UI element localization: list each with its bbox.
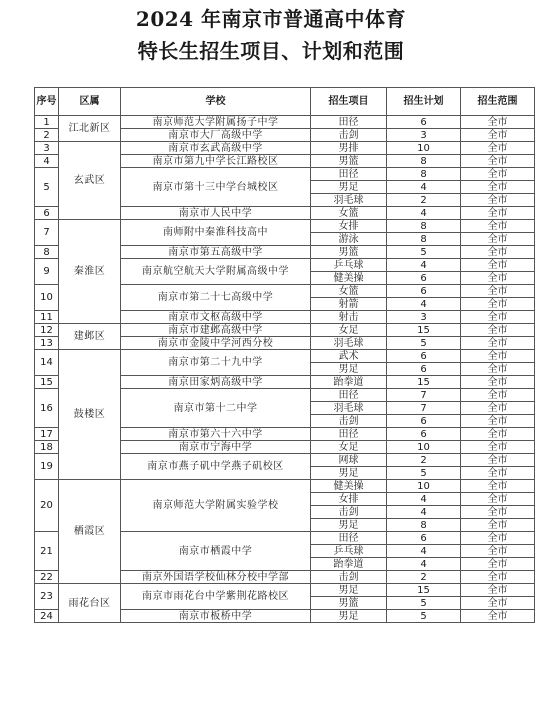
table-row [35, 584, 535, 597]
cell-project: 男足 [311, 467, 387, 480]
cell-school: 南京师范大学附属实验学校 [121, 480, 311, 532]
cell-school: 南京市第十三中学台城校区 [121, 168, 311, 207]
cell-plan: 6 [387, 285, 461, 298]
cell-plan: 5 [387, 597, 461, 610]
cell-plan: 2 [387, 571, 461, 584]
cell-scope: 全市 [461, 233, 535, 246]
cell-project: 男足 [311, 584, 387, 597]
cell-project: 游泳 [311, 233, 387, 246]
cell-index: 16 [35, 389, 59, 428]
cell-scope: 全市 [461, 220, 535, 233]
cell-index: 14 [35, 350, 59, 376]
cell-index: 5 [35, 168, 59, 207]
cell-project: 女足 [311, 441, 387, 454]
table-header-row [35, 88, 535, 116]
table-body [35, 116, 535, 623]
cell-project: 跆拳道 [311, 558, 387, 571]
cell-plan: 4 [387, 298, 461, 311]
cell-project: 击剑 [311, 129, 387, 142]
cell-scope: 全市 [461, 116, 535, 129]
cell-school: 南京航空航天大学附属高级中学 [121, 259, 311, 285]
title-block [0, 6, 542, 64]
cell-scope: 全市 [461, 532, 535, 545]
cell-school: 南京市第六十六中学 [121, 428, 311, 441]
cell-plan: 8 [387, 155, 461, 168]
cell-project: 击剑 [311, 506, 387, 519]
cell-plan: 7 [387, 389, 461, 402]
cell-school: 南京师范大学附属扬子中学 [121, 116, 311, 129]
cell-scope: 全市 [461, 207, 535, 220]
table-row [35, 324, 535, 337]
cell-scope: 全市 [461, 415, 535, 428]
cell-plan: 15 [387, 376, 461, 389]
cell-plan: 2 [387, 454, 461, 467]
cell-plan: 6 [387, 116, 461, 129]
cell-school: 南京市宁海中学 [121, 441, 311, 454]
table-row [35, 480, 535, 493]
cell-project: 女篮 [311, 207, 387, 220]
cell-plan: 6 [387, 272, 461, 285]
cell-project: 射箭 [311, 298, 387, 311]
cell-plan: 10 [387, 142, 461, 155]
cell-school: 南京市第十二中学 [121, 389, 311, 428]
cell-scope: 全市 [461, 129, 535, 142]
cell-index: 6 [35, 207, 59, 220]
cell-scope: 全市 [461, 363, 535, 376]
cell-plan: 5 [387, 246, 461, 259]
cell-project: 田径 [311, 532, 387, 545]
cell-scope: 全市 [461, 428, 535, 441]
cell-school: 南京市玄武高级中学 [121, 142, 311, 155]
cell-scope: 全市 [461, 441, 535, 454]
cell-plan: 4 [387, 181, 461, 194]
cell-project: 男篮 [311, 597, 387, 610]
cell-index: 10 [35, 285, 59, 311]
cell-scope: 全市 [461, 168, 535, 181]
cell-school: 南京市金陵中学河西分校 [121, 337, 311, 350]
cell-project: 男篮 [311, 155, 387, 168]
cell-scope: 全市 [461, 454, 535, 467]
cell-school: 南京市板桥中学 [121, 610, 311, 623]
cell-plan: 3 [387, 129, 461, 142]
cell-project: 乒乓球 [311, 545, 387, 558]
cell-plan: 3 [387, 311, 461, 324]
cell-scope: 全市 [461, 181, 535, 194]
header-index: 序号 [35, 88, 59, 116]
cell-school: 南京市文枢高级中学 [121, 311, 311, 324]
cell-project: 女排 [311, 220, 387, 233]
cell-scope: 全市 [461, 337, 535, 350]
header-project: 招生项目 [311, 88, 387, 116]
cell-scope: 全市 [461, 610, 535, 623]
cell-school: 南京市第九中学长江路校区 [121, 155, 311, 168]
cell-district: 江北新区 [59, 116, 121, 142]
cell-scope: 全市 [461, 298, 535, 311]
title-line-1: 2024 年南京市普通高中体育 [135, 7, 407, 31]
cell-plan: 4 [387, 207, 461, 220]
cell-scope: 全市 [461, 350, 535, 363]
cell-plan: 5 [387, 610, 461, 623]
cell-project: 男足 [311, 181, 387, 194]
cell-index: 1 [35, 116, 59, 129]
cell-plan: 6 [387, 532, 461, 545]
cell-school: 南京市燕子矶中学燕子矶校区 [121, 454, 311, 480]
cell-project: 男足 [311, 363, 387, 376]
cell-plan: 8 [387, 168, 461, 181]
cell-plan: 8 [387, 233, 461, 246]
cell-school: 南京外国语学校仙林分校中学部 [121, 571, 311, 584]
cell-project: 男足 [311, 519, 387, 532]
table-row [35, 142, 535, 155]
header-scope: 招生范围 [461, 88, 535, 116]
cell-school: 南京市大厂高级中学 [121, 129, 311, 142]
enrollment-table [34, 87, 535, 623]
cell-plan: 10 [387, 441, 461, 454]
cell-index: 2 [35, 129, 59, 142]
cell-school: 南京市栖霞中学 [121, 532, 311, 571]
cell-index: 15 [35, 376, 59, 389]
cell-plan: 4 [387, 558, 461, 571]
cell-project: 男排 [311, 142, 387, 155]
cell-plan: 4 [387, 493, 461, 506]
cell-plan: 8 [387, 220, 461, 233]
cell-project: 女足 [311, 324, 387, 337]
cell-project: 田径 [311, 168, 387, 181]
cell-school: 南京市雨花台中学紫荆花路校区 [121, 584, 311, 610]
cell-plan: 5 [387, 337, 461, 350]
cell-school: 南京市建邺高级中学 [121, 324, 311, 337]
cell-plan: 6 [387, 428, 461, 441]
cell-scope: 全市 [461, 389, 535, 402]
cell-district: 栖霞区 [59, 480, 121, 584]
cell-scope: 全市 [461, 194, 535, 207]
cell-project: 乒乓球 [311, 259, 387, 272]
cell-index: 20 [35, 480, 59, 532]
cell-project: 跆拳道 [311, 376, 387, 389]
cell-school: 南京市第二十七高级中学 [121, 285, 311, 311]
cell-district: 鼓楼区 [59, 350, 121, 480]
cell-index: 19 [35, 454, 59, 480]
cell-index: 11 [35, 311, 59, 324]
cell-scope: 全市 [461, 558, 535, 571]
cell-scope: 全市 [461, 376, 535, 389]
cell-scope: 全市 [461, 324, 535, 337]
cell-district: 建邺区 [59, 324, 121, 350]
cell-index: 9 [35, 259, 59, 285]
cell-project: 羽毛球 [311, 194, 387, 207]
cell-project: 羽毛球 [311, 337, 387, 350]
cell-scope: 全市 [461, 480, 535, 493]
cell-project: 健美操 [311, 272, 387, 285]
cell-index: 13 [35, 337, 59, 350]
cell-project: 田径 [311, 116, 387, 129]
cell-school: 南师附中秦淮科技高中 [121, 220, 311, 246]
cell-project: 击剑 [311, 415, 387, 428]
cell-district: 雨花台区 [59, 584, 121, 623]
cell-scope: 全市 [461, 467, 535, 480]
cell-index: 4 [35, 155, 59, 168]
cell-plan: 4 [387, 259, 461, 272]
cell-scope: 全市 [461, 311, 535, 324]
cell-index: 7 [35, 220, 59, 246]
cell-project: 男篮 [311, 246, 387, 259]
cell-index: 12 [35, 324, 59, 337]
header-district: 区属 [59, 88, 121, 116]
cell-index: 21 [35, 532, 59, 571]
cell-plan: 4 [387, 506, 461, 519]
cell-project: 女排 [311, 493, 387, 506]
cell-plan: 15 [387, 584, 461, 597]
cell-project: 男足 [311, 610, 387, 623]
header-plan: 招生计划 [387, 88, 461, 116]
cell-index: 18 [35, 441, 59, 454]
header-school: 学校 [121, 88, 311, 116]
cell-scope: 全市 [461, 142, 535, 155]
cell-scope: 全市 [461, 259, 535, 272]
title-line-2: 特长生招生项目、计划和范围 [137, 39, 405, 63]
cell-project: 羽毛球 [311, 402, 387, 415]
cell-plan: 4 [387, 545, 461, 558]
cell-project: 健美操 [311, 480, 387, 493]
cell-plan: 6 [387, 350, 461, 363]
cell-school: 南京市第五高级中学 [121, 246, 311, 259]
cell-project: 田径 [311, 389, 387, 402]
cell-plan: 6 [387, 363, 461, 376]
cell-school: 南京市人民中学 [121, 207, 311, 220]
cell-index: 3 [35, 142, 59, 155]
cell-project: 击剑 [311, 571, 387, 584]
cell-index: 8 [35, 246, 59, 259]
cell-plan: 6 [387, 415, 461, 428]
cell-project: 射击 [311, 311, 387, 324]
cell-scope: 全市 [461, 272, 535, 285]
cell-plan: 8 [387, 519, 461, 532]
cell-scope: 全市 [461, 584, 535, 597]
table-row [35, 350, 535, 363]
cell-school: 南京市第二十九中学 [121, 350, 311, 376]
cell-index: 24 [35, 610, 59, 623]
table-row [35, 220, 535, 233]
cell-scope: 全市 [461, 246, 535, 259]
cell-district: 玄武区 [59, 142, 121, 220]
cell-scope: 全市 [461, 597, 535, 610]
cell-plan: 15 [387, 324, 461, 337]
cell-plan: 5 [387, 467, 461, 480]
cell-scope: 全市 [461, 155, 535, 168]
cell-index: 23 [35, 584, 59, 610]
cell-index: 22 [35, 571, 59, 584]
cell-project: 田径 [311, 428, 387, 441]
cell-project: 女篮 [311, 285, 387, 298]
cell-plan: 7 [387, 402, 461, 415]
cell-scope: 全市 [461, 545, 535, 558]
cell-project: 网球 [311, 454, 387, 467]
cell-scope: 全市 [461, 402, 535, 415]
cell-school: 南京田家炳高级中学 [121, 376, 311, 389]
cell-scope: 全市 [461, 519, 535, 532]
cell-project: 武术 [311, 350, 387, 363]
cell-scope: 全市 [461, 571, 535, 584]
cell-scope: 全市 [461, 493, 535, 506]
cell-district: 秦淮区 [59, 220, 121, 324]
cell-plan: 2 [387, 194, 461, 207]
cell-index: 17 [35, 428, 59, 441]
cell-scope: 全市 [461, 506, 535, 519]
cell-scope: 全市 [461, 285, 535, 298]
table-row [35, 116, 535, 129]
cell-plan: 10 [387, 480, 461, 493]
